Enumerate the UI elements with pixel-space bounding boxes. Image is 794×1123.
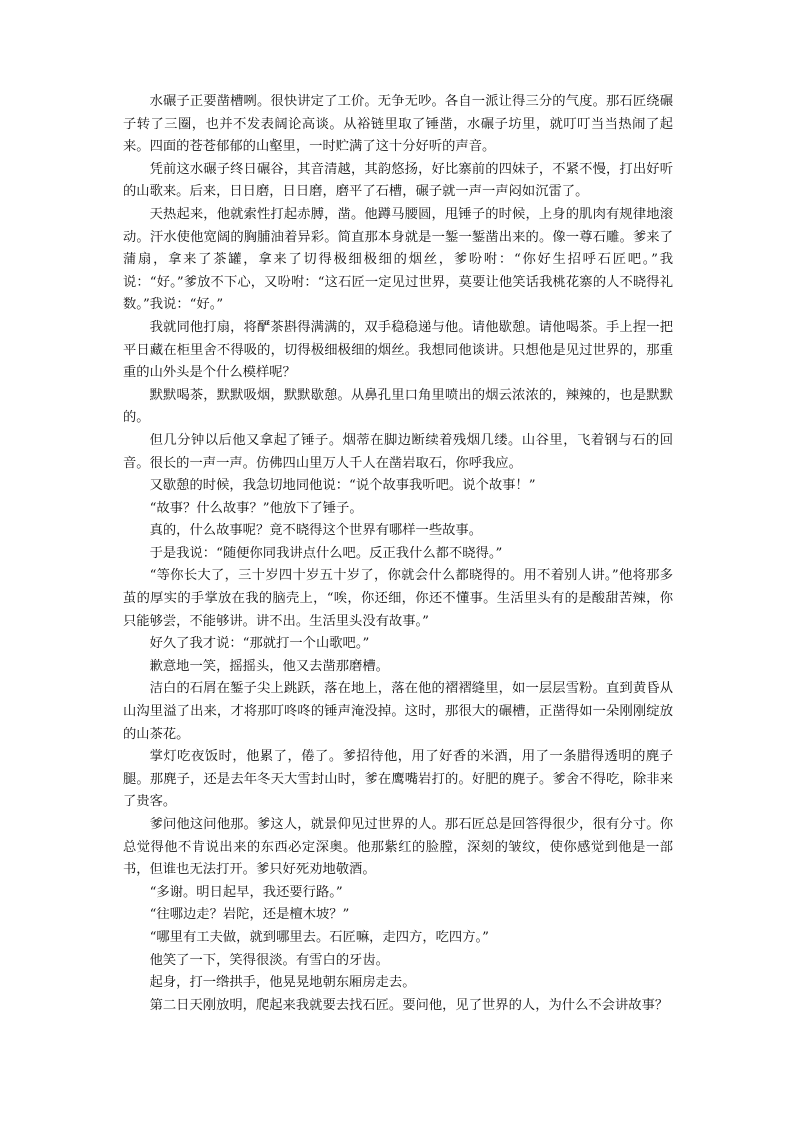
paragraph: 又歇憩的时候，我急切地同他说：“说个故事我听吧。说个故事！” [149, 478, 536, 494]
paragraph: 凭前这水碾子终日碾谷，其音清越，其韵悠扬，好比寨前的四妹子，不紧不慢，打出好听的山歌来。后来，日日磨，日日磨，磨平了石槽，碾子就一声一声闷如沉雷了。 [123, 161, 673, 200]
paragraph: 第二日天刚放明，爬起来我就要去找石匠。要问他，见了世界的人，为什么不会讲故事？ [149, 997, 669, 1013]
paragraph: 他笑了一下，笑得很淡。有雪白的牙齿。 [149, 952, 389, 968]
paragraph: 真的，什么故事呢？竟不晓得这个世界有哪样一些故事。 [149, 523, 483, 539]
paragraph: “哪里有工夫做，就到哪里去。石匠嘛，走四方，吃四方。” [149, 929, 489, 945]
paragraph: “等你长大了，三十岁四十岁五十岁了，你就会什么都晓得的。用不着别人讲。”他将那多茧的厚实的手掌放在我的脑壳上，“唉，你还细，你还不懂事。生活里头有的是酸甜苦辣，你只能够尝，不能够讲。讲不出。生活里头没有故事。” [123, 568, 673, 629]
paragraph: 爹问他这问他那。爹这人，就景仰见过世界的人。那石匠总是回答得很少，很有分寸。你总觉得他不肯说出来的东西必定深奥。他那紫红的脸膛，深刻的皱纹，使你感觉到他是一部书，但谁也无法打开。爹只好死劝地敬酒。 [123, 817, 673, 878]
article-body [123, 91, 673, 1017]
paragraph: 歉意地一笑，摇摇头，他又去凿那磨槽。 [149, 658, 389, 674]
paragraph: “往哪边走？岩陀，还是檀木坡？” [149, 907, 350, 923]
paragraph: 天热起来，他就索性打起赤膊，凿。他蹲马腰圆，甩锤子的时候，上身的肌肉有规律地滚动。汗水使他宽阔的胸脯油着异彩。简直那本身就是一錾一錾凿出来的。像一尊石雕。爹来了蒲扇，拿来了茶罐，拿来了切得极细极细的烟丝，爹吩咐：“你好生招呼石匠吧。”我说：“好。”爹放不下心，又吩咐：“这石匠一定见过世界，莫要让他笑话我桃花寨的人不晓得礼数。”我说：“好。” [123, 206, 673, 313]
paragraph: 好久了我才说：“那就打一个山歌吧。” [149, 636, 370, 652]
paragraph: 掌灯吃夜饭时，他累了，倦了。爹招待他，用了好香的米酒，用了一条腊得透明的麂子腿。那麂子，还是去年冬天大雪封山时，爹在鹰嘴岩打的。好肥的麂子。爹舍不得吃，除非来了贵客。 [123, 749, 673, 810]
paragraph: 起身，打一绺拱手，他晃晃地朝东厢房走去。 [149, 975, 416, 991]
paragraph: 洁白的石屑在錾子尖上跳跃，落在地上，落在他的褶褶缝里，如一层层雪粉。直到黄昏从山沟里溢了出来，才将那叮咚咚的锤声淹没掉。这时，那很大的碾槽，正凿得如一朵刚刚绽放的山茶花。 [123, 681, 673, 742]
paragraph: 于是我说：“随便你同我讲点什么吧。反正我什么都不晓得。” [149, 545, 503, 561]
paragraph: “故事？什么故事？”他放下了锤子。 [149, 500, 363, 516]
paragraph: 我就同他打扇，将酽茶斟得满满的，双手稳稳递与他。请他歇憩。请他喝茶。手上捏一把平日藏在柜里舍不得吸的，切得极细极细的烟丝。我想同他谈讲。只想他是见过世界的，那重重的山外头是个什么模样呢？ [123, 319, 673, 381]
paragraph: 默默喝茶，默默吸烟，默默歇憩。从鼻孔里口角里喷出的烟云浓浓的，辣辣的，也是默默的。 [123, 387, 673, 426]
paragraph: 水碾子正要凿槽咧。很快讲定了工价。无争无吵。各自一派让得三分的气度。那石匠绕碾子转了三圈，也并不发表阔论高谈。从裕链里取了锤凿，水碾子坊里，就叮叮当当热闹了起来。四面的苍苍郁郁的山壑里，一时贮满了这十分好听的声音。 [123, 94, 673, 155]
paragraph: 但几分钟以后他又拿起了锤子。烟蒂在脚边断续着残烟几缕。山谷里，飞着钢与石的回音。很长的一声一声。仿佛四山里万人千人在凿岩取石，你呼我应。 [123, 432, 673, 471]
paragraph: “多谢。明日起早，我还要行路。” [149, 884, 343, 900]
